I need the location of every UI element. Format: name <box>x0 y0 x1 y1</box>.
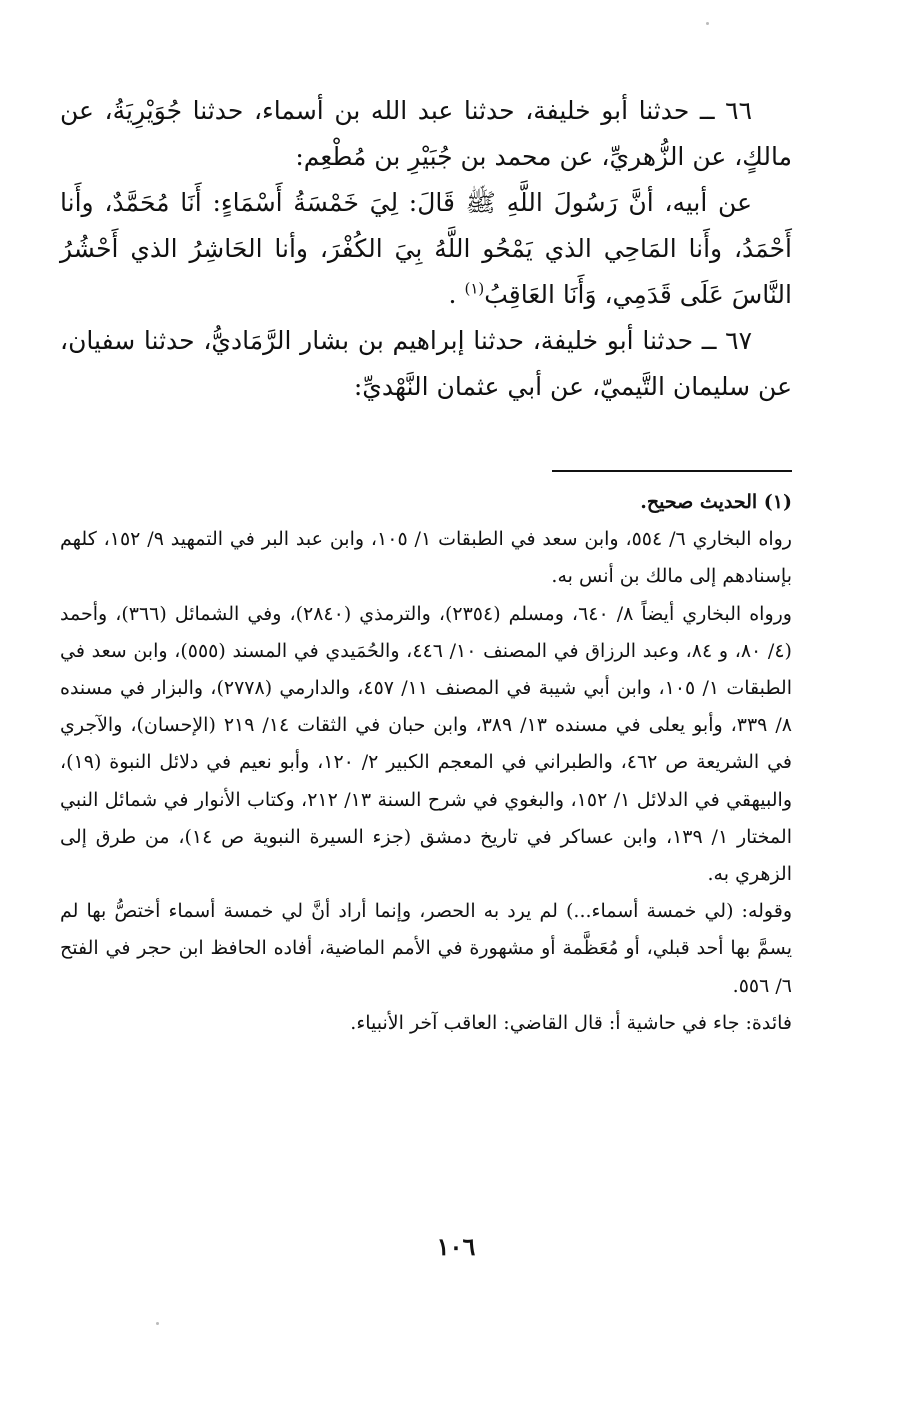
page-number: ١٠٦ <box>436 1232 476 1261</box>
hadith-67-isnad: ٦٧ ــ حدثنا أبو خليفة، حدثنا إبراهيم بن بشار الرَّمَاديُّ، حدثنا سفيان، عن سليمان التَّيميّ، عن أبي عثمان النَّهْديِّ: <box>60 326 792 401</box>
book-page <box>60 88 792 1034</box>
footnote-marker: (١) <box>464 279 485 298</box>
footnote-separator <box>552 470 792 472</box>
footnotes <box>60 484 792 1042</box>
footnote-paragraph: رواه البخاري ٦/ ٥٥٤، وابن سعد في الطبقات ١/ ١٠٥، وابن عبد البر في التمهيد ٩/ ١٥٢، كلهم بإسنادهم إلى مالك بن أنس به. <box>60 528 792 588</box>
hadith-66-isnad: ٦٦ ــ حدثنا أبو خليفة، حدثنا عبد الله بن أسماء، حدثنا جُوَيْرِيَةُ، عن مالكٍ، عن الزُّهريِّ، عن محمد بن جُبَيْرِ بن مُطْعِم: <box>60 96 792 171</box>
footnote-paragraph: وقوله: (لي خمسة أسماء...) لم يرد به الحصر، وإنما أراد أنَّ لي خمسة أسماء أختصُّ بها لم يسمَّ بها أحد قبلي، أو مُعَظَّمة أو مشهورة في الأمم الماضية، أفاده الحافظ ابن حجر في الفتح ٦/ ٥٥٦. <box>60 900 792 997</box>
scan-speck <box>156 1322 159 1325</box>
footnote-paragraph: فائدة: جاء في حاشية أ: قال القاضي: العاقب آخر الأنبياء. <box>350 1011 792 1034</box>
hadith-66-matn <box>60 180 792 318</box>
footnote-paragraph: ورواه البخاري أيضاً ٨/ ٦٤٠، ومسلم (٢٣٥٤)، والترمذي (٢٨٤٠)، وفي الشمائل (٣٦٦)، وأحمد (٤/ ٨٠، و ٨٤، وعبد الرزاق في المصنف ١٠/ ٤٤٦، والحُمَيدي في المسند (٥٥٥)، وابن سعد في الطبقات ١/ ١٠٥، وابن أبي شيبة في المصنف ١١/ ٤٥٧، والدارمي (٢٧٧٨)، والبزار في مسنده ٨/ ٣٣٩، وأبو يعلى في مسنده ١٣/ ٣٨٩، وابن حبان في الثقات ١٤/ ٢١٩ (الإحسان)، والآجري في الشريعة ص ٤٦٢، والطبراني في المعجم الكبير ٢/ ١٢٠، وأبو نعيم في دلائل النبوة (١٩)، والبيهقي في الدلائل ١/ ١٥٢، والبغوي في شرح السنة ١٣/ ٢١٢، وكتاب الأنوار في شمائل النبي المختار ١/ ١٣٩، وابن عساكر في تاريخ دمشق (جزء السيرة النبوية ص ١٤)، من طرق إلى الزهري به. <box>60 602 792 886</box>
paragraph-end: . <box>448 280 457 309</box>
hadith-66-matn-text: عن أبيه، أنَّ رَسُولَ اللَّهِ ﷺ قَالَ: لِيَ خَمْسَةُ أَسْمَاءٍ: أَنَا مُحَمَّدٌ، وأَنا أَحْمَدُ، وأَنا المَاحِي الذي يَمْحُو اللَّهُ بِيَ الكُفْرَ، وأنا الحَاشِرُ الذي أَحْشُرُ النَّاسَ عَلَى قَدَمِي، وَأَنَا العَاقِبُ <box>60 188 792 309</box>
main-text <box>60 88 792 410</box>
scan-speck <box>706 22 709 25</box>
footnote-heading: (١) الحديث صحيح. <box>640 491 792 513</box>
